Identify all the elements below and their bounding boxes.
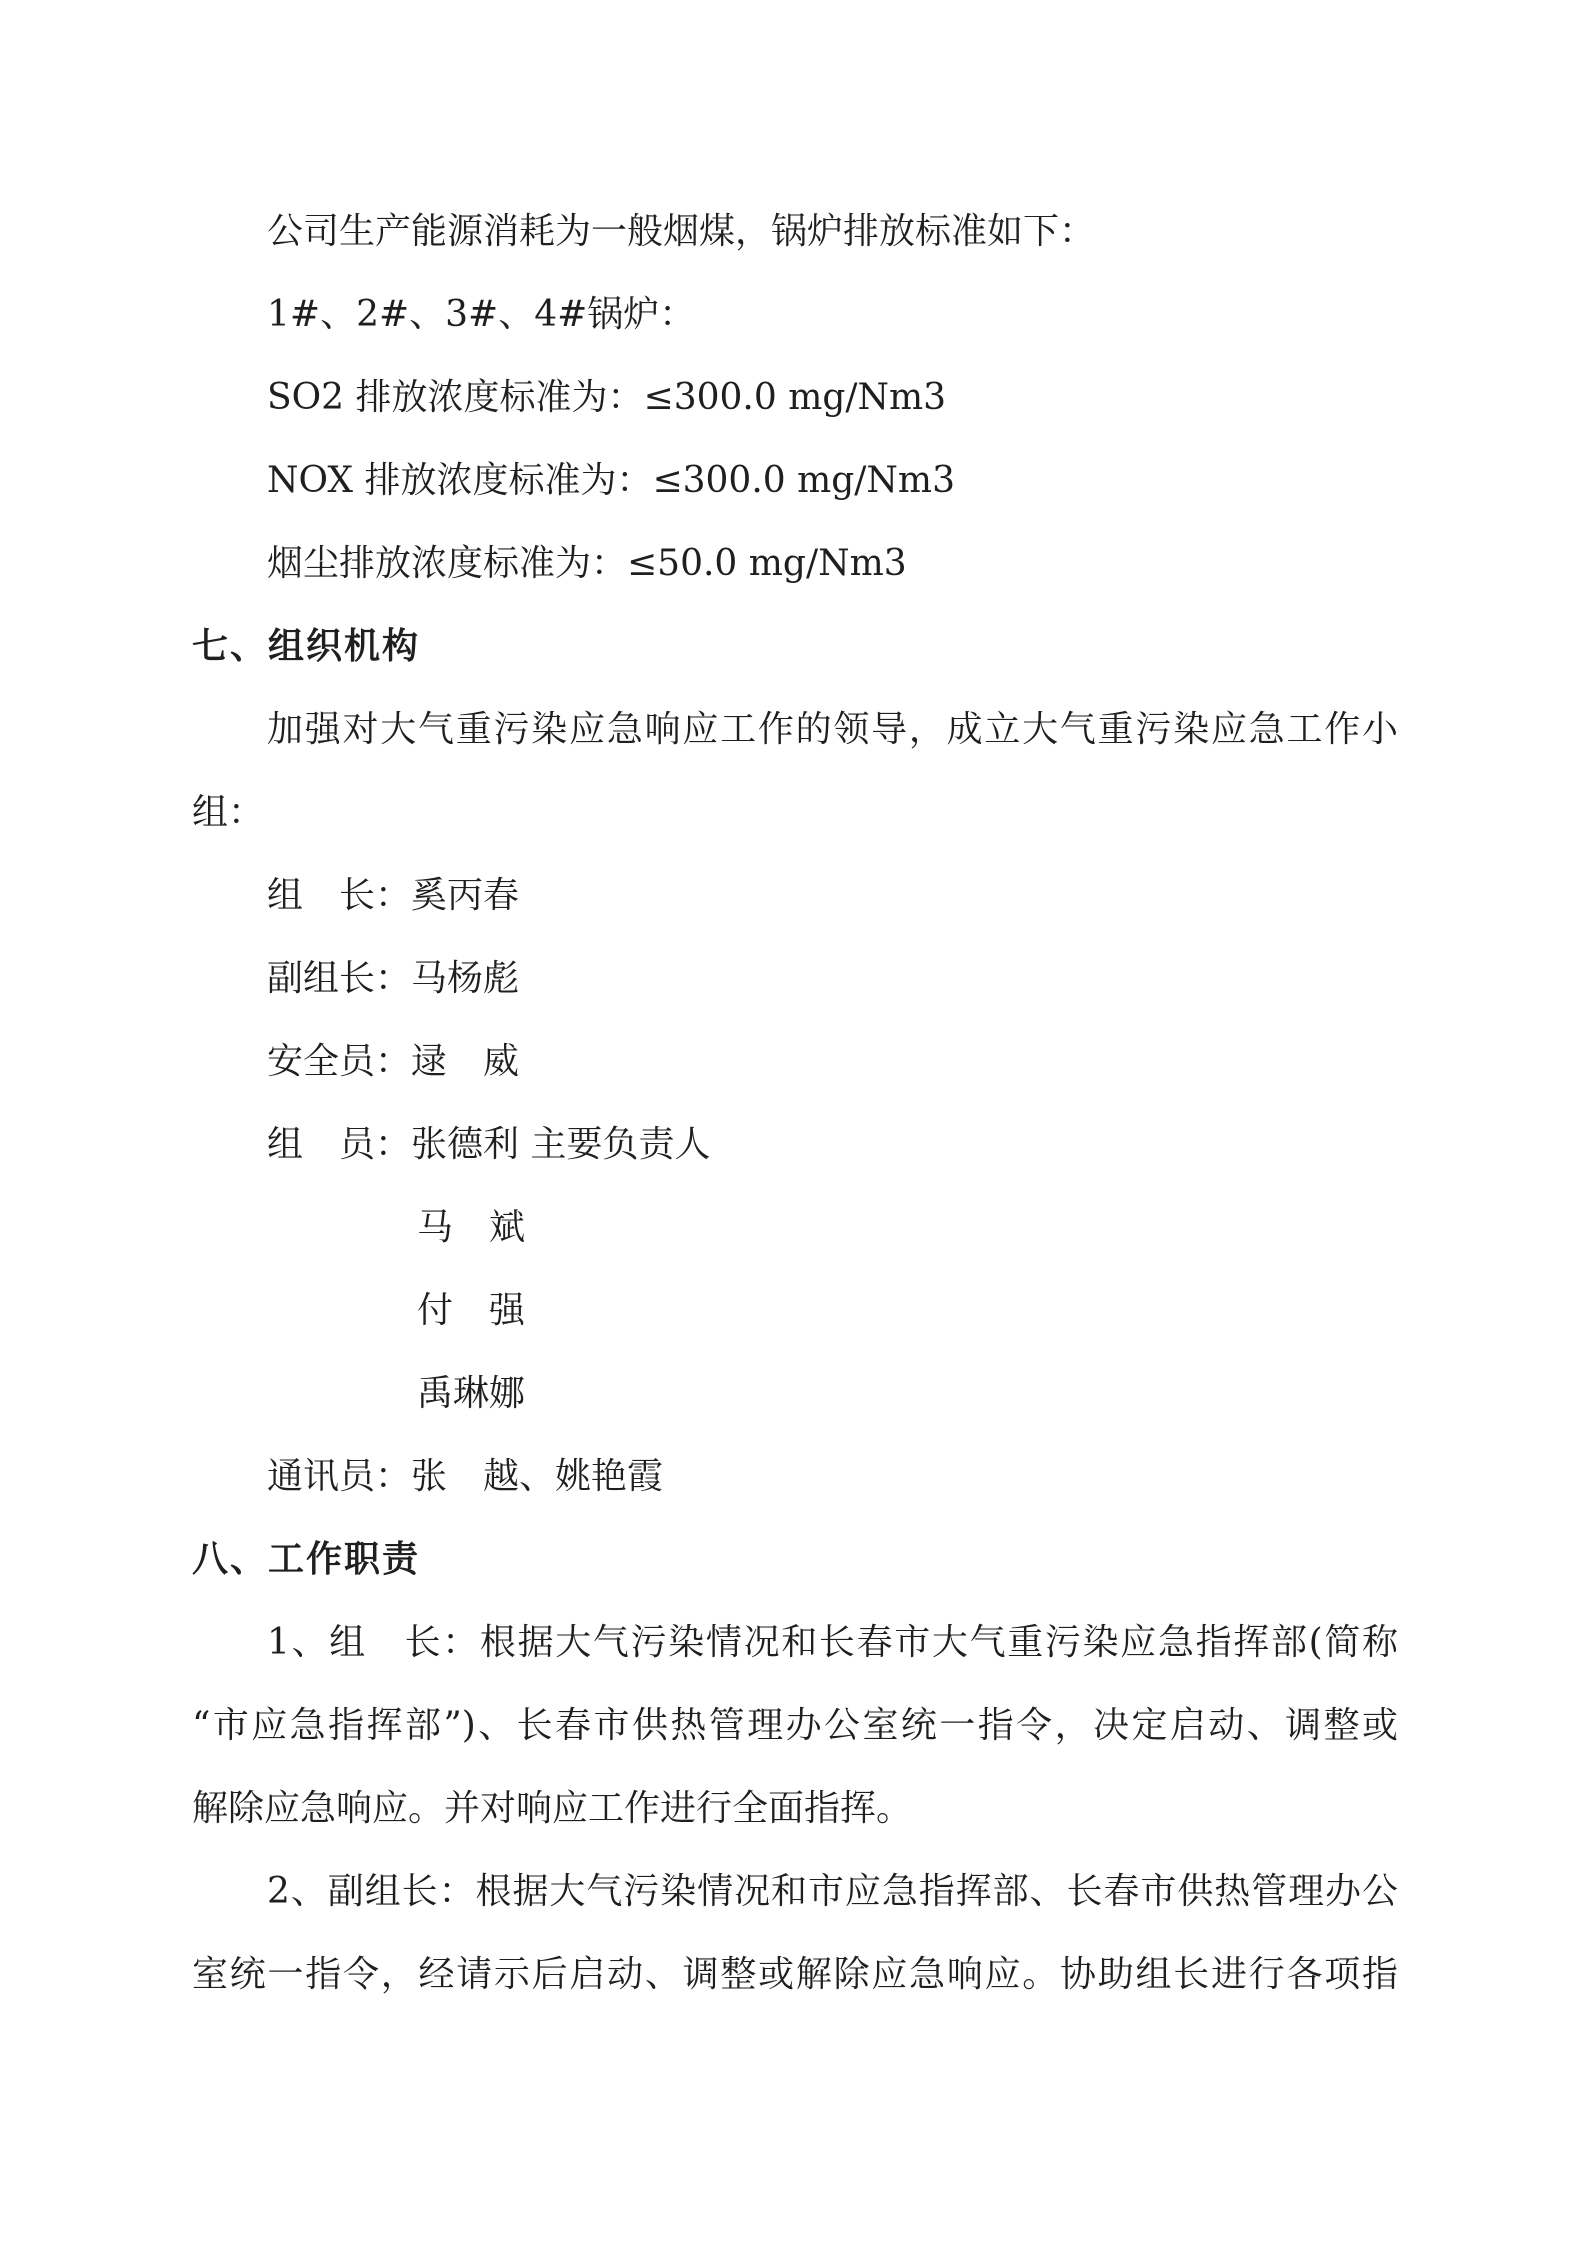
line-duty2-part2: 室统一指令，经请示后启动、调整或解除应急响应。协助组长进行各项指: [192, 1954, 1398, 1995]
line-member-yulinna: 禹琳娜: [417, 1373, 526, 1414]
line-fuel-intro: 公司生产能源消耗为一般烟煤，锅炉排放标准如下：: [267, 211, 1096, 252]
line-so2-standard: SO2 排放浓度标准为：≤300.0 mg/Nm3: [267, 377, 947, 418]
line-member-zhangdeli: 组 员：张德利 主要负责人: [267, 1124, 711, 1165]
line-org-intro-part1: 加强对大气重污染应急响应工作的领导，成立大气重污染应急工作小: [267, 709, 1398, 750]
line-nox-standard: NOX 排放浓度标准为：≤300.0 mg/Nm3: [267, 460, 955, 501]
heading-section-seven-organization: 七、组织机构: [192, 625, 421, 667]
line-deputy-leader: 副组长：马杨彪: [267, 958, 520, 999]
line-communicators: 通讯员：张 越、姚艳霞: [267, 1456, 664, 1497]
line-group-leader: 组 长：奚丙春: [267, 875, 520, 916]
line-member-fuqiang: 付 强: [417, 1290, 526, 1331]
line-safety-officer: 安全员：逯 威: [267, 1041, 520, 1082]
line-duty1-part3: 解除应急响应。并对响应工作进行全面指挥。: [192, 1788, 913, 1829]
line-dust-standard: 烟尘排放浓度标准为：≤50.0 mg/Nm3: [267, 543, 907, 584]
document-page: [192, 190, 1398, 2016]
line-duty2-part1: 2、副组长：根据大气污染情况和市应急指挥部、长春市供热管理办公: [267, 1871, 1398, 1912]
line-member-mabin: 马 斌: [417, 1207, 526, 1248]
line-duty1-part2: “市应急指挥部”)、长春市供热管理办公室统一指令，决定启动、调整或: [192, 1705, 1398, 1746]
line-org-intro-part2: 组：: [192, 792, 265, 833]
line-boilers: 1#、2#、3#、4#锅炉：: [267, 294, 696, 335]
heading-section-eight-duties: 八、工作职责: [192, 1538, 421, 1580]
line-duty1-part1: 1、组 长：根据大气污染情况和长春市大气重污染应急指挥部(简称: [267, 1622, 1398, 1663]
